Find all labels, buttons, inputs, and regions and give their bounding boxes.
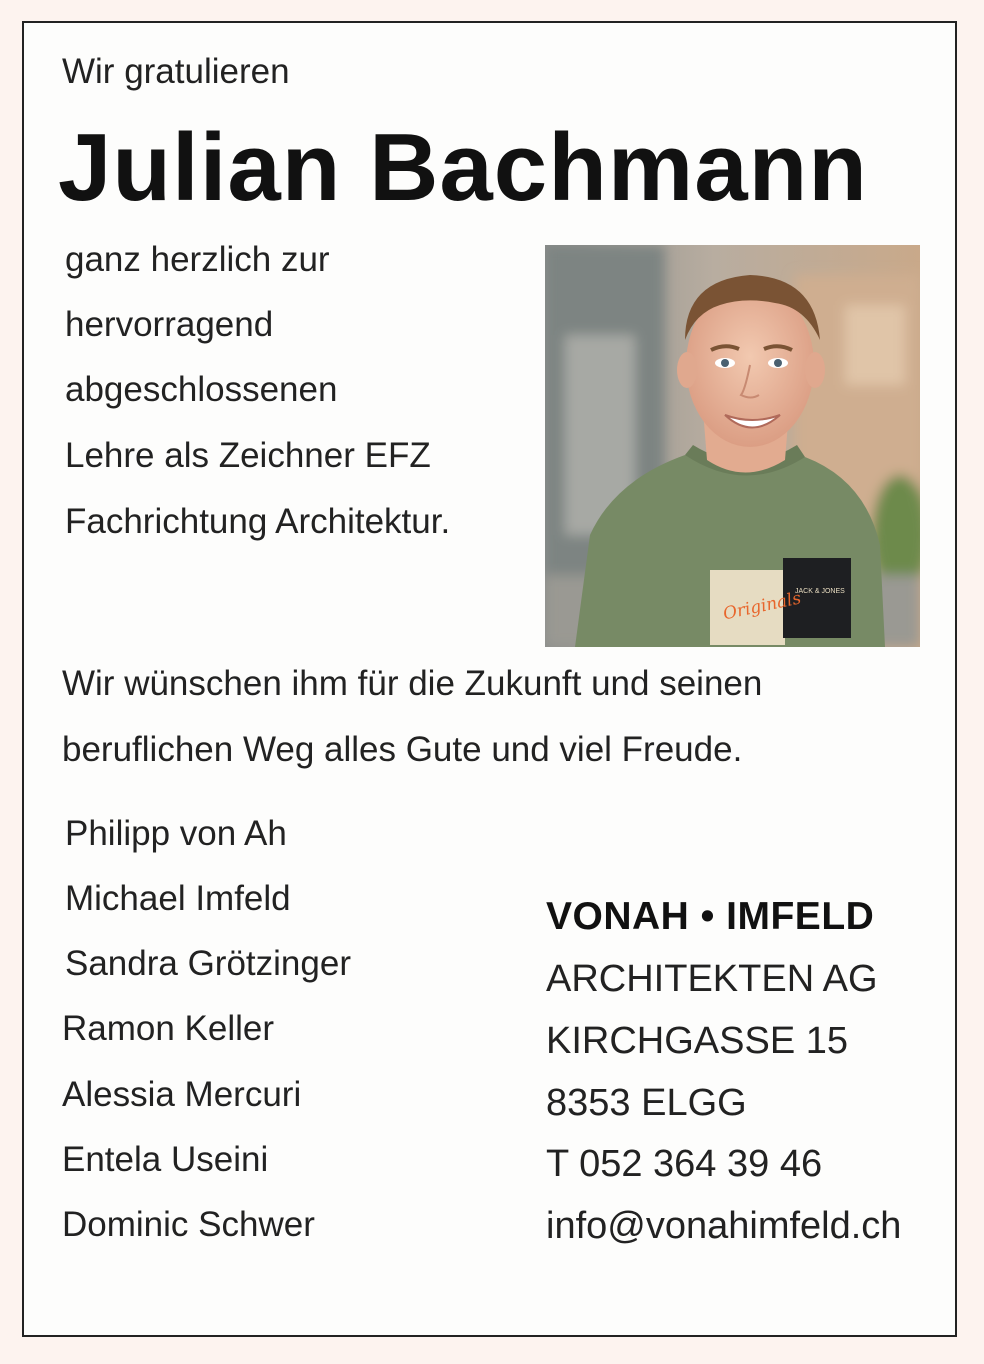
staff-name: Philipp von Ah [65,814,287,853]
portrait-photo [545,245,920,647]
message-line-2: hervorragend [65,305,274,344]
staff-name: Ramon Keller [62,1009,275,1048]
shirt-brand-text: JACK & JONES [795,588,845,595]
firm-email: info@vonahimfeld.ch [546,1205,902,1247]
message-line-4: Lehre als Zeichner EFZ [65,436,431,475]
staff-name: Michael Imfeld [65,879,291,918]
staff-name: Entela Useini [62,1140,269,1179]
greeting-text: Wir gratulieren [62,52,290,91]
firm-phone: T 052 364 39 46 [546,1143,823,1185]
honoree-name: Julian Bachmann [58,114,868,221]
staff-name: Sandra Grötzinger [65,944,351,983]
firm-type: ARCHITEKTEN AG [546,958,878,1000]
message-line-1: ganz herzlich zur [65,240,330,279]
firm-street: KIRCHGASSE 15 [546,1020,848,1062]
message-line-3: abgeschlossenen [65,370,338,409]
wishes-line-2: beruflichen Weg alles Gute und viel Freude. [62,730,743,769]
firm-city: 8353 ELGG [546,1082,747,1124]
message-line-5: Fachrichtung Architektur. [65,502,451,541]
staff-name: Alessia Mercuri [62,1075,302,1114]
wishes-line-1: Wir wünschen ihm für die Zukunft und seinen [62,664,763,703]
shirt-print-text: Originals [721,588,803,625]
firm-logo-name: VONAH • IMFELD [546,895,875,938]
staff-name: Dominic Schwer [62,1205,315,1244]
